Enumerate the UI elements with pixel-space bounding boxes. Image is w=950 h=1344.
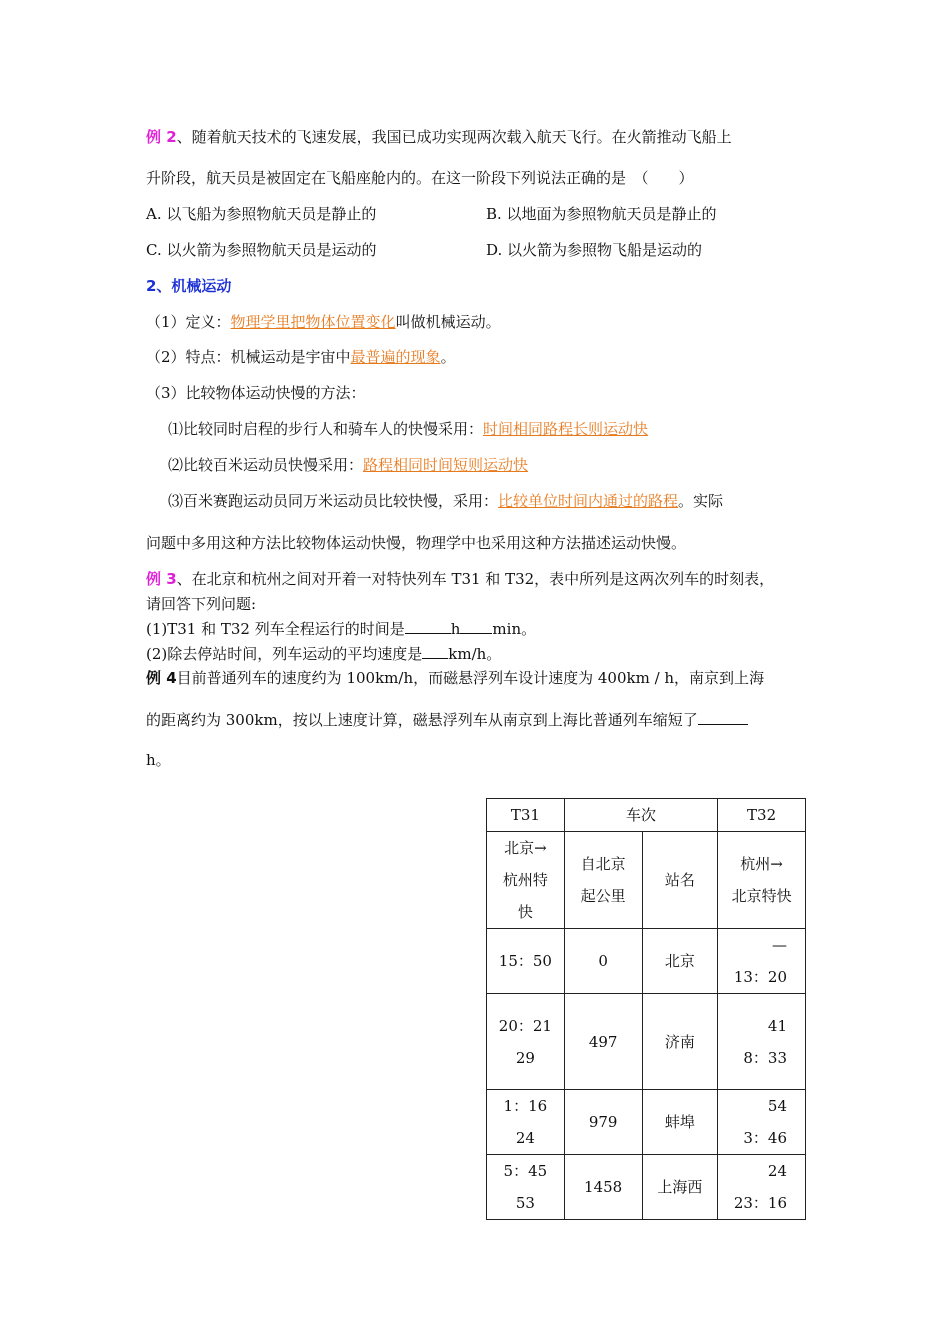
example2-line2: 升阶段，航天员是被固定在飞船座舱内的。在这一阶段下列说法正确的是 （ ） bbox=[146, 169, 694, 187]
example3-q2: (2)除去停站时间，列车运动的平均速度是 km/h。 bbox=[146, 645, 502, 663]
method-3: ⑶百米赛跑运动员同万米运动员比较快慢，采用：比较单位时间内通过的路程。实际 bbox=[168, 492, 724, 510]
option-d: D. 以火箭为参照物飞船是运动的 bbox=[486, 241, 703, 259]
blank-time-saved[interactable] bbox=[698, 710, 748, 725]
timetable bbox=[486, 798, 806, 1220]
method-2-answer: 路程相同时间短则运动快 bbox=[363, 456, 529, 474]
header-t32: T32 bbox=[718, 799, 806, 832]
section-title: 2、机械运动 bbox=[146, 277, 232, 295]
table-row: 15：50 0 北京 — 13：20 bbox=[487, 929, 806, 994]
example3-label: 例 3 bbox=[146, 570, 177, 588]
example2-line1: 例 2、随着航天技术的飞速发展，我国已成功实现两次载入航天飞行。在火箭推动飞船上 bbox=[146, 128, 732, 146]
method-2: ⑵比较百米运动员快慢采用：路程相同时间短则运动快 bbox=[168, 456, 529, 474]
blank-minutes[interactable] bbox=[460, 619, 492, 634]
example4-line3: h。 bbox=[146, 751, 171, 769]
example3-line2: 请回答下列问题: bbox=[146, 595, 257, 613]
blank-speed[interactable] bbox=[422, 644, 448, 659]
example3-q1: (1)T31 和 T32 列车全程运行的时间是 h min。 bbox=[146, 620, 537, 638]
option-c: C. 以火箭为参照物航天员是运动的 bbox=[146, 241, 377, 259]
method-3-line2: 问题中多用这种方法比较物体运动快慢，物理学中也采用这种方法描述运动快慢。 bbox=[146, 534, 687, 552]
subheader-t31: 北京→ 杭州特 快 bbox=[487, 832, 565, 929]
example2-label: 例 2 bbox=[146, 128, 177, 146]
feature-line: （2）特点：机械运动是宇宙中最普遍的现象。 bbox=[146, 348, 456, 366]
subheader-station: 站名 bbox=[642, 832, 718, 929]
option-b: B. 以地面为参照物航天员是静止的 bbox=[486, 205, 717, 223]
example4-line2: 的距离约为 300km，按以上速度计算，磁悬浮列车从南京到上海比普通列车缩短了 bbox=[146, 710, 748, 730]
definition-answer: 物理学里把物体位置变化 bbox=[230, 313, 396, 331]
example4-label: 例 4 bbox=[146, 669, 177, 687]
example3-line1: 例 3、在北京和杭州之间对开着一对特快列车 T31 和 T32，表中所列是这两次列车的时刻表， bbox=[146, 570, 775, 588]
method-1: ⑴比较同时启程的步行人和骑车人的快慢采用：时间相同路程长则运动快 bbox=[168, 420, 649, 438]
header-t31: T31 bbox=[487, 799, 565, 832]
table-row: 20：21 29 497 济南 41 8：33 bbox=[487, 994, 806, 1090]
method-1-answer: 时间相同路程长则运动快 bbox=[483, 420, 649, 438]
example4-line1: 例 4目前普通列车的速度约为 100km/h，而磁悬浮列车设计速度为 400km / h，南京到上海 bbox=[146, 669, 765, 687]
option-a: A. 以飞船为参照物航天员是静止的 bbox=[146, 205, 377, 223]
subheader-distance: 自北京 起公里 bbox=[564, 832, 642, 929]
method-3-answer: 比较单位时间内通过的路程 bbox=[498, 492, 679, 510]
definition-line: （1）定义：物理学里把物体位置变化叫做机械运动。 bbox=[146, 313, 501, 331]
table-row: 5：45 53 1458 上海西 24 23：16 bbox=[487, 1155, 806, 1220]
header-checi: 车次 bbox=[564, 799, 717, 832]
feature-answer: 最普遍的现象 bbox=[350, 348, 441, 366]
blank-hours[interactable] bbox=[405, 619, 451, 634]
method-title: （3）比较物体运动快慢的方法： bbox=[146, 384, 366, 402]
subheader-t32: 杭州→ 北京特快 bbox=[718, 832, 806, 929]
table-row: 1：16 24 979 蚌埠 54 3：46 bbox=[487, 1090, 806, 1155]
